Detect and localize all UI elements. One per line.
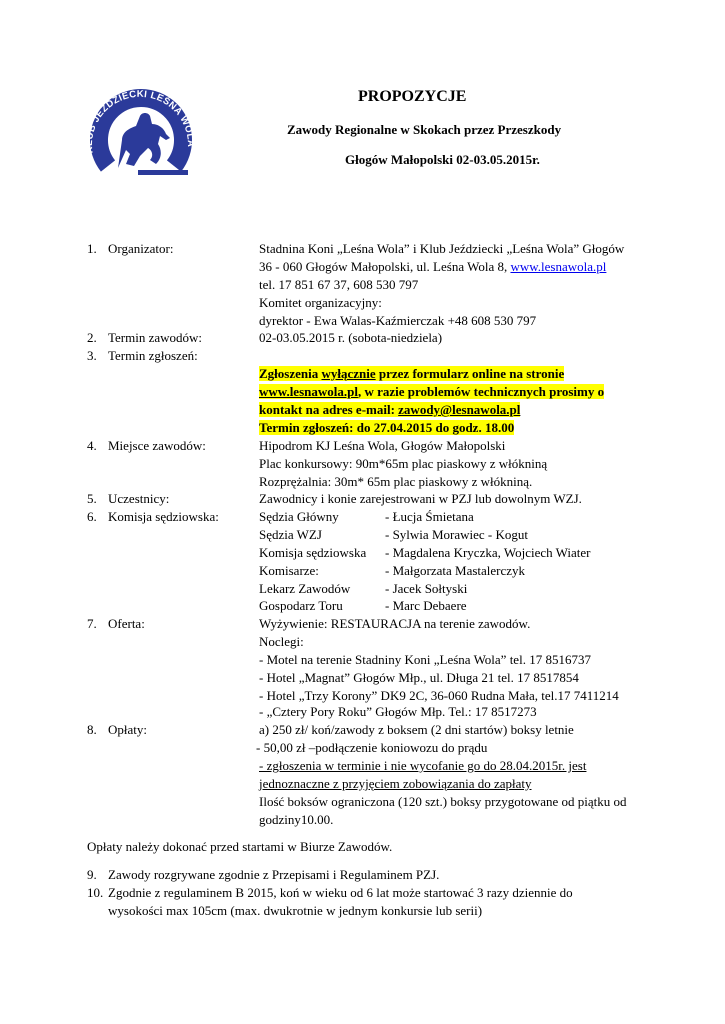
event-place-date: Głogów Małopolski 02-03.05.2015r. <box>345 152 540 167</box>
hl-text: , w razie problemów technicznych prosimy o <box>357 384 605 399</box>
event-date-label: Termin zawodów: <box>108 330 203 345</box>
jury-role: Sędzia WZJ <box>259 527 322 542</box>
regulation-line: wysokości max 105cm (max. dwukrotnie w jednym konkursie lub serii) <box>108 903 483 918</box>
payment-note: Opłaty należy dokonać przed startami w Biurze Zawodów. <box>87 839 393 854</box>
organizer-address <box>259 258 606 275</box>
item-number: 10. <box>87 885 104 900</box>
organizer-label: Organizator: <box>108 241 174 256</box>
jury-label: Komisja sędziowska: <box>108 509 219 524</box>
entry-email-link[interactable]: zawody@lesnawola.pl <box>398 402 521 417</box>
item-number: 6. <box>87 509 97 524</box>
offer-line: - Hotel „Trzy Korony” DK9 2C, 36-060 Rudna Mała, tel.17 7411214 <box>259 688 619 703</box>
jury-role: Komisja sędziowska <box>259 545 367 560</box>
hl-text: Zgłoszenia <box>259 366 322 381</box>
participants-value: Zawodnicy i konie zarejestrowani w PZJ lub dowolnym WZJ. <box>259 491 582 506</box>
fees-line: - zgłoszenia w terminie i nie wycofanie go do 28.04.2015r. jest <box>259 758 587 773</box>
hl-text: kontakt na adres e-mail: <box>259 402 399 417</box>
jury-member: - Łucja Śmietana <box>385 509 474 524</box>
logo-ring-text: KLUB JEŹDZIECKI LEŚNA WOLA <box>83 88 197 155</box>
jury-member: - Sylwia Morawiec - Kogut <box>385 527 528 542</box>
jury-member: - Marc Debaere <box>385 598 467 613</box>
director-line: dyrektor - Ewa Walas-Kaźmierczak +48 608 530 797 <box>259 313 537 328</box>
offer-line: - „Cztery Pory Roku” Głogów Młp. Tel.: 17 8517273 <box>259 704 537 719</box>
jury-role: Komisarze: <box>259 563 319 578</box>
item-number: 2. <box>87 330 97 345</box>
item-number: 7. <box>87 616 97 631</box>
page-title: PROPOZYCJE <box>358 88 467 105</box>
offer-label: Oferta: <box>108 616 145 631</box>
offer-line: - Hotel „Magnat” Głogów Młp., ul. Długa 21 tel. 17 8517854 <box>259 670 579 685</box>
item-number: 8. <box>87 722 97 737</box>
jury-member: - Jacek Sołtyski <box>385 581 468 596</box>
fees-line: godziny10.00. <box>259 812 334 827</box>
fees-line: jednoznaczne z przyjęciem zobowiązania do zapłaty <box>259 776 532 791</box>
jury-member: - Magdalena Kryczka, Wojciech Wiater <box>385 545 591 560</box>
entry-deadline-label: Termin zgłoszeń: <box>108 348 198 363</box>
entry-info-line <box>259 401 520 418</box>
venue-line: Hipodrom KJ Leśna Wola, Głogów Małopolski <box>259 438 506 453</box>
entry-info-line <box>259 365 564 382</box>
rules-line: Zawody rozgrywane zgodnie z Przepisami i Regulaminem PZJ. <box>108 867 440 882</box>
event-date-value: 02-03.05.2015 r. (sobota-niedziela) <box>259 330 443 345</box>
fees-line: - 50,00 zł –podłączenie koniowozu do prądu <box>256 740 488 755</box>
club-logo <box>78 80 208 182</box>
jury-role: Sędzia Główny <box>259 509 339 524</box>
venue-line: Rozprężalnia: 30m* 65m plac piaskowy z włókniną. <box>259 474 533 489</box>
offer-line: - Motel na terenie Stadniny Koni „Leśna Wola” tel. 17 8516737 <box>259 652 591 667</box>
organizer-line: Stadnina Koni „Leśna Wola” i Klub Jeździecki „Leśna Wola” Głogów <box>259 241 625 256</box>
offer-line: Wyżywienie: RESTAURACJA na terenie zawodów. <box>259 616 531 631</box>
item-number: 1. <box>87 241 97 256</box>
website-link[interactable]: www.lesnawola.pl <box>510 259 607 274</box>
committee-label: Komitet organizacyjny: <box>259 295 382 310</box>
fees-label: Opłaty: <box>108 722 147 737</box>
item-number: 5. <box>87 491 97 506</box>
hl-text: przez formularz online na stronie <box>375 366 565 381</box>
jury-member: - Małgorzata Mastalerczyk <box>385 563 526 578</box>
horse-jumper-silhouette <box>118 113 170 168</box>
entry-info-line <box>259 383 604 400</box>
fees-line: a) 250 zł/ koń/zawody z boksem (2 dni startów) boksy letnie <box>259 722 574 737</box>
hl-text-exclusive: wyłącznie <box>321 366 376 381</box>
item-number: 3. <box>87 348 97 363</box>
jury-role: Gospodarz Toru <box>259 598 343 613</box>
address-text: 36 - 060 Głogów Małopolski, ul. Leśna Wola 8, <box>259 259 511 274</box>
venue-line: Plac konkursowy: 90m*65m plac piaskowy z włókniną <box>259 456 548 471</box>
item-number: 4. <box>87 438 97 453</box>
venue-label: Miejsce zawodów: <box>108 438 206 453</box>
entry-website-link[interactable]: www.lesnawola.pl <box>259 384 358 399</box>
offer-line: Noclegi: <box>259 634 304 649</box>
jury-role: Lekarz Zawodów <box>259 581 351 596</box>
item-number: 9. <box>87 867 97 882</box>
participants-label: Uczestnicy: <box>108 491 170 506</box>
fees-line: Ilość boksów ograniczona (120 szt.) boksy przygotowane od piątku od <box>259 794 627 809</box>
organizer-phone: tel. 17 851 67 37, 608 530 797 <box>259 277 419 292</box>
entry-deadline-value <box>259 419 514 436</box>
regulation-line: Zgodnie z regulaminem B 2015, koń w wieku od 6 lat może startować 3 razy dziennie do <box>108 885 573 900</box>
hl-text: Termin zgłoszeń: do 27.04.2015 do godz. 18.00 <box>259 420 515 435</box>
jump-pole <box>138 170 188 175</box>
page-subtitle: Zawody Regionalne w Skokach przez Przeszkody <box>287 122 562 137</box>
